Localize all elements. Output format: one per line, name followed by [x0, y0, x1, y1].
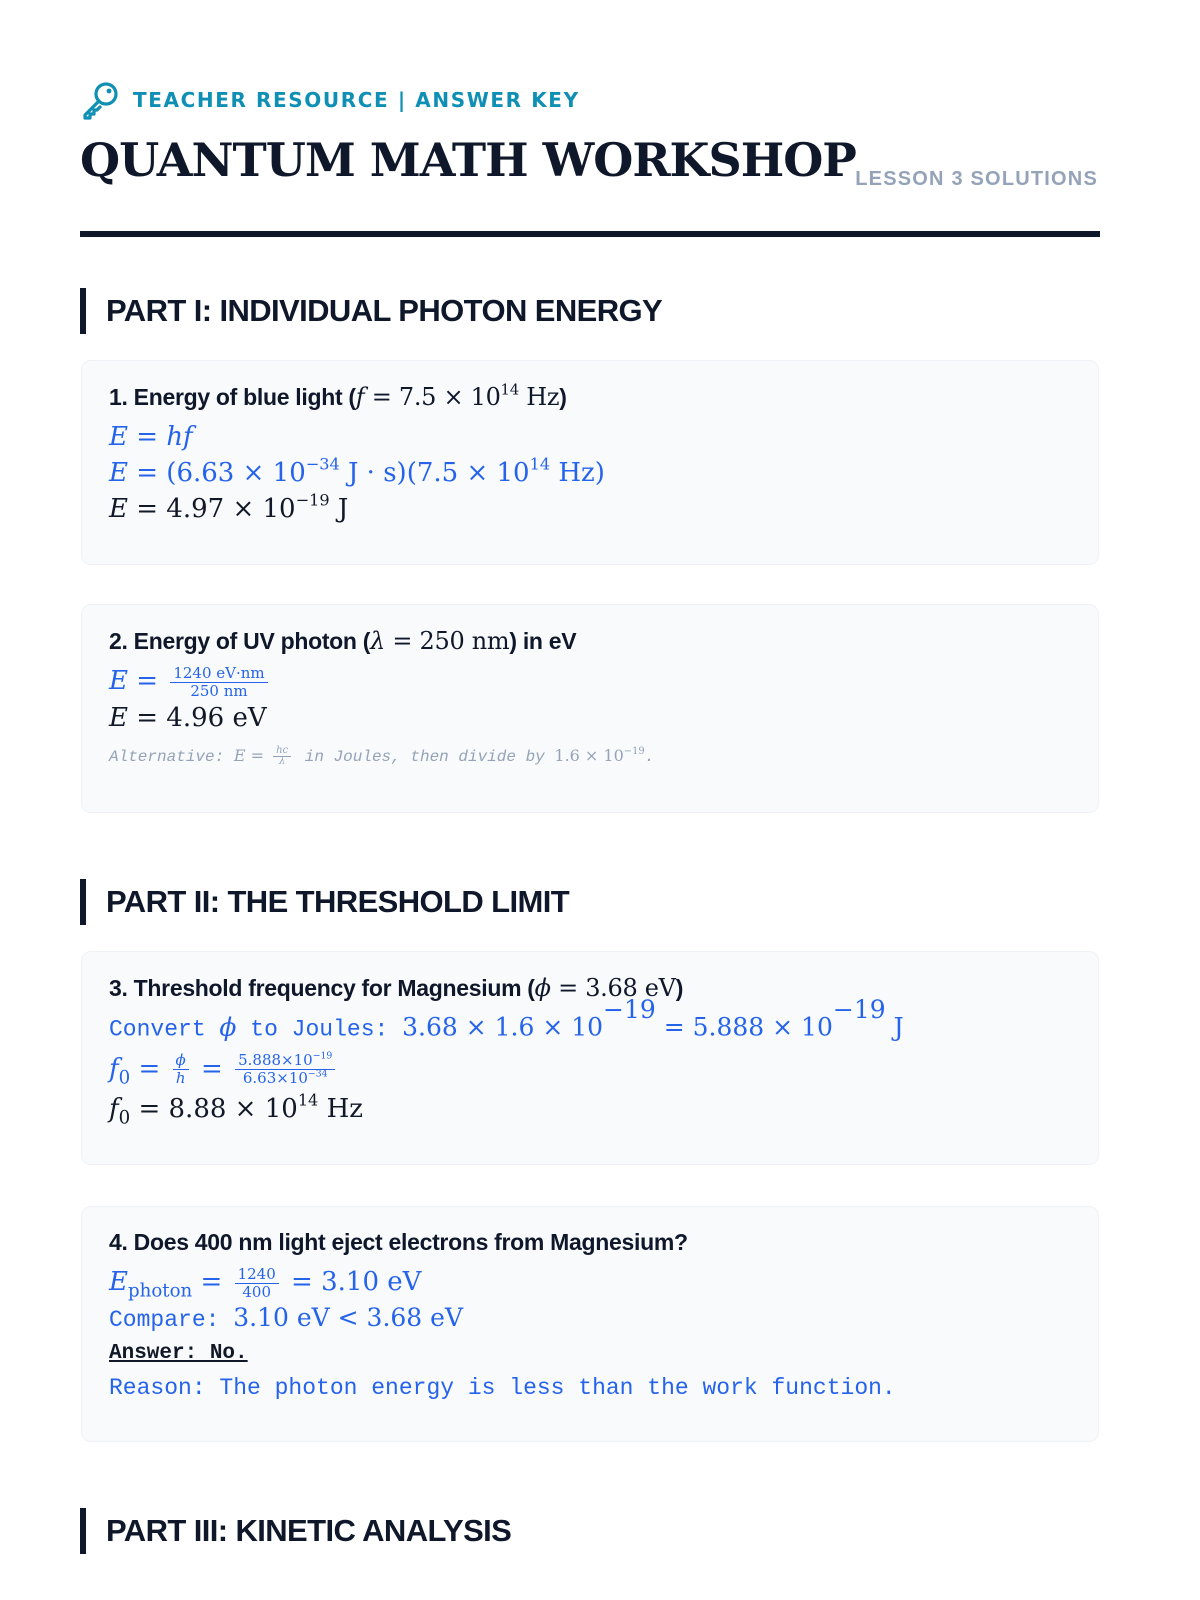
problem-3-question: 3. Threshold frequency for Magnesium (ϕ = 3.68 eV) [109, 974, 684, 1002]
section-heading-part-2: PART II: THE THRESHOLD LIMIT [80, 879, 569, 925]
problem-3-step-2: $f_0$ = $\frac{\phi}{h}$ = $\frac{5.888\times 10^{-19}}{6.63\times 10^{-34}}$ [109, 1047, 1071, 1091]
fraction: $\frac{\phi}{h}$ [173, 1052, 189, 1087]
problem-2-question: 2. Energy of UV photon (λ = 250 nm) in eV [109, 627, 577, 655]
fraction: $\frac{5.888\times 10^{-19}}{6.63\times 10^{-34}}$ [235, 1052, 335, 1087]
header-divider [80, 231, 1100, 237]
fraction: $\frac{1240}{400}$ [235, 1266, 279, 1301]
problem-3-step-1: Convert ϕ to Joules: $3.68 \times 1.6 \times 10^{-19} = 5.888 \times 10^{-19}$ J [109, 995, 904, 1043]
problem-1-question: 1. Energy of blue light ($f = 7.5 \times 10^{14}$ Hz) [109, 380, 567, 411]
header-kicker: TEACHER RESOURCE | ANSWER KEY [133, 88, 580, 112]
problem-1-step-1: E = hf [109, 422, 193, 452]
fraction: $\frac{hc}{\lambda}$ [273, 746, 291, 767]
problem-card-2 [81, 604, 1099, 813]
problem-1-result: $E = 4.97 \times 10^{-19}$ J [109, 490, 349, 524]
problem-3-result: $f_0 = 8.88 \times 10^{14}$ Hz [109, 1090, 363, 1128]
section-heading-part-1: PART I: INDIVIDUAL PHOTON ENERGY [80, 288, 662, 334]
problem-4-step-1: $E_{photon}$ = $\frac{1240}{400}$ = 3.10 eV [109, 1264, 422, 1302]
section-heading-part-3: PART III: KINETIC ANALYSIS [80, 1508, 511, 1554]
problem-card-4 [81, 1206, 1099, 1442]
page-subtitle: LESSON 3 SOLUTIONS [855, 168, 1098, 190]
problem-4-reason: Reason: The photon energy is less than the work function. [109, 1374, 896, 1401]
problem-card-1 [81, 360, 1099, 565]
header-kicker-row [81, 80, 580, 120]
problem-card-3 [81, 951, 1099, 1165]
key-icon [81, 80, 121, 120]
fraction: $\frac{1240 eV\cdot nm}{250 nm}$ [170, 665, 267, 700]
problem-4-step-2: Compare: 3.10 eV < 3.68 eV [109, 1302, 463, 1333]
page-title: QUANTUM MATH WORKSHOP [80, 133, 856, 187]
problem-2-step-1: E = $\frac{1240 eV\cdot nm}{250 nm}$ [109, 663, 1071, 700]
problem-2-alternative-note: Alternative: E = $\frac{hc}{\lambda}$ in Joules, then divide by $1.6 \times 10^{-19}$. [109, 744, 655, 767]
problem-1-step-2: $E = (6.63 \times 10^{-34}$ $J \cdot s)(7.5 \times 10^{14}$ Hz) [109, 454, 605, 488]
problem-2-result: E = 4.96 eV [109, 702, 267, 733]
problem-4-answer: Answer: No. [109, 1341, 248, 1365]
problem-4-question: 4. Does 400 nm light eject electrons from Magnesium? [109, 1229, 688, 1255]
